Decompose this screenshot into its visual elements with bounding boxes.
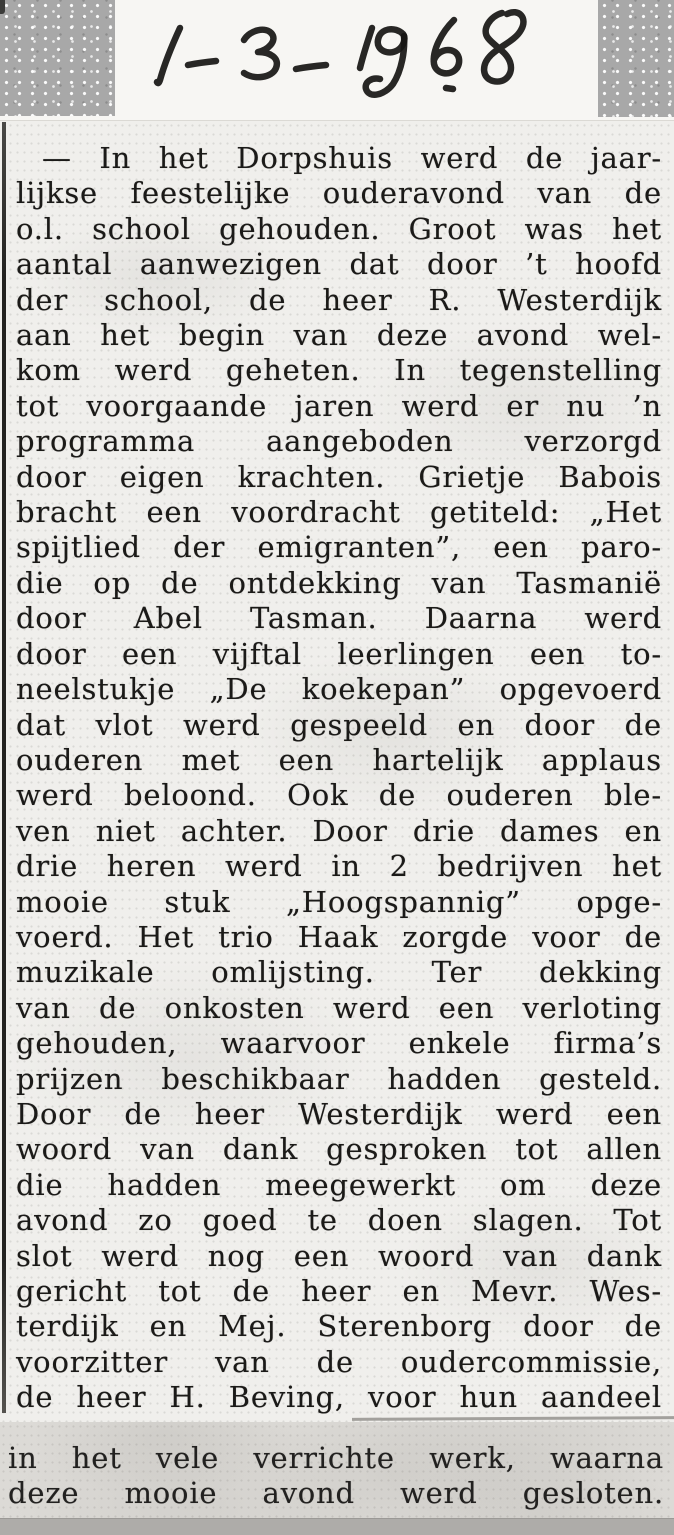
article-line: aantal aanwezigen dat door ’t hoofd (16, 247, 662, 282)
newspaper-clipping-main (0, 120, 674, 1422)
article-line: o.l. school gehouden. Groot was het (16, 211, 662, 246)
article-line: voerd. Het trio Haak zorgde voor de (16, 919, 662, 954)
article-line: voorzitter van de oudercommissie, (16, 1344, 662, 1379)
article-line: — In het Dorpshuis werd de jaar- (42, 141, 662, 175)
album-gray-patch-right (598, 0, 674, 117)
article-line: aan het begin van deze avond wel- (16, 318, 662, 353)
article-line: slot werd nog een woord van dank (16, 1238, 662, 1273)
handwritten-date-ink (110, 0, 544, 115)
article-line: kom werd geheten. In tegenstelling (16, 353, 662, 388)
handwritten-date-label (110, 0, 544, 115)
article-line: lijkse feestelijke ouderavond van de (16, 176, 662, 211)
article-line: mooie stuk „Hoogspannig” opge- (16, 884, 662, 919)
article-line: ouderen met een hartelijk applaus (16, 742, 662, 777)
scan-edge-speck (0, 0, 5, 14)
article-line: deze mooie avond werd gesloten. (8, 1476, 664, 1511)
article-line: der school, de heer R. Westerdijk (16, 282, 662, 317)
article-line: spijtlied der emigranten”, een paro- (16, 530, 662, 565)
article-line: gericht tot de heer en Mevr. Wes- (16, 1274, 662, 1308)
article-line: woord van dank gesproken tot allen (16, 1132, 662, 1167)
newspaper-column-rule (2, 122, 6, 1413)
album-gray-patch-left (0, 0, 115, 116)
article-line: prijzen beschikbaar hadden gesteld. (16, 1061, 662, 1096)
album-page-background (0, 0, 674, 120)
article-line: werd beloond. Ook de ouderen ble- (16, 778, 662, 813)
article-line: die hadden meegewerkt om deze (16, 1167, 662, 1202)
article-line: in het vele verrichte werk, waarna (8, 1441, 664, 1475)
article-line: door een vijftal leerlingen een to- (16, 636, 662, 671)
article-line: die op de ontdekking van Tasmanië (16, 565, 662, 600)
article-line: drie heren werd in 2 bedrijven het (16, 849, 662, 884)
article-line: avond zo goed te doen slagen. Tot (16, 1203, 662, 1238)
article-line: programma aangeboden verzorgd (16, 424, 662, 459)
article-line: dat vlot werd gespeeld en door de (16, 707, 662, 742)
article-line: bracht een voordracht getiteld: „Het (16, 495, 662, 530)
newspaper-clipping-bottom (0, 1422, 674, 1535)
article-line: ven niet achter. Door drie dames en (16, 813, 662, 848)
article-line: neelstukje „De koekepan” opgevoerd (16, 672, 662, 707)
article-line: tot voorgaande jaren werd er nu ’n (16, 388, 662, 423)
album-edge-strip (0, 1518, 674, 1535)
article-line: door Abel Tasman. Daarna werd (16, 601, 662, 636)
article-line: door eigen krachten. Grietje Babois (16, 459, 662, 494)
article-line: de heer H. Beving, voor hun aandeel (16, 1380, 662, 1415)
article-line: gehouden, waarvoor enkele firma’s (16, 1026, 662, 1061)
article-text (16, 141, 662, 1416)
article-line: van de onkosten werd een verloting (16, 990, 662, 1025)
article-line: terdijk en Mej. Sterenborg door de (16, 1309, 662, 1344)
article-line: Door de heer Westerdijk werd een (16, 1096, 662, 1131)
article-line: muzikale omlijsting. Ter dekking (16, 955, 662, 990)
